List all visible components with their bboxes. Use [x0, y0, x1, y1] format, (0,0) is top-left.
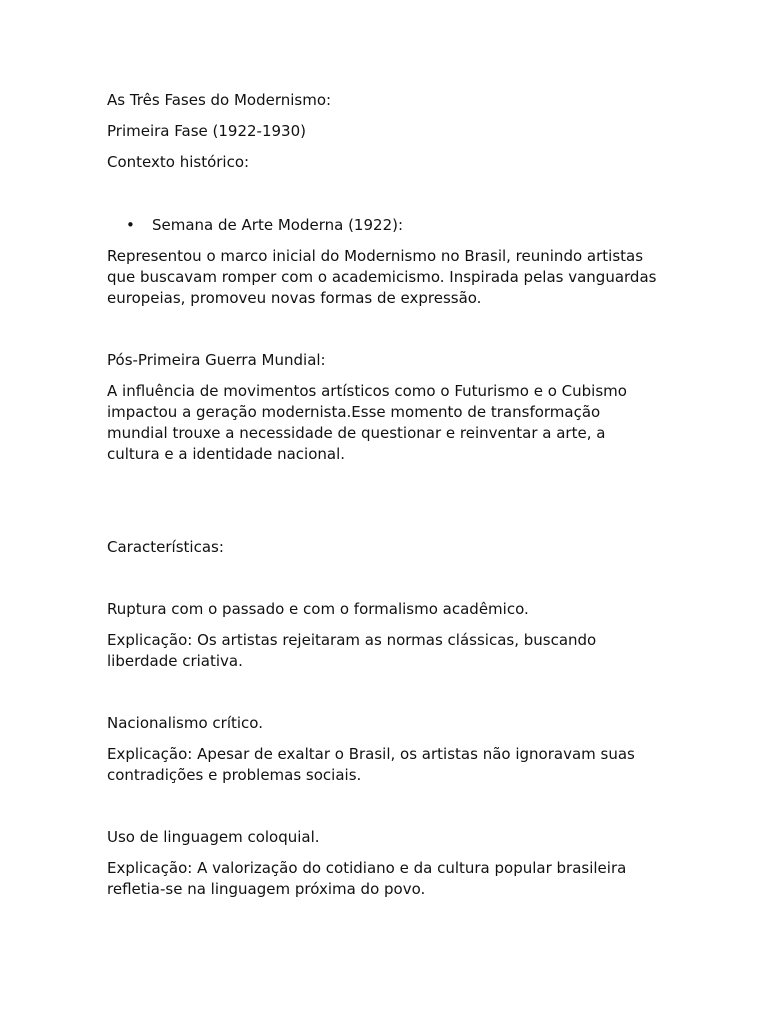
- paragraph-line: que buscavam romper com o academicismo. Inspirada pelas vanguardas: [107, 268, 657, 286]
- paragraph-line: liberdade criativa.: [107, 652, 243, 670]
- bullet-list-item: [126, 215, 403, 236]
- bullet-icon: •: [126, 216, 135, 234]
- paragraph-line: contradições e problemas sociais.: [107, 766, 362, 784]
- characteristic-explanation: [107, 630, 677, 672]
- characteristic-explanation: [107, 744, 677, 786]
- guerra-paragraph: [107, 381, 677, 465]
- paragraph-line: Explicação: A valorização do cotidiano e da cultura popular brasileira: [107, 859, 627, 877]
- bullet-item-text: Semana de Arte Moderna (1922):: [152, 216, 404, 234]
- semana-paragraph: [107, 246, 677, 309]
- context-heading: Contexto histórico:: [107, 153, 250, 171]
- paragraph-line: impactou a geração modernista.Esse momento de transformação: [107, 403, 601, 421]
- paragraph-line: refletia-se na linguagem próxima do povo.: [107, 880, 426, 898]
- characteristic-heading: Uso de linguagem coloquial.: [107, 828, 320, 846]
- characteristic-heading: Ruptura com o passado e com o formalismo acadêmico.: [107, 600, 529, 618]
- characteristic-explanation: [107, 858, 677, 900]
- paragraph-line: cultura e a identidade nacional.: [107, 445, 346, 463]
- paragraph-line: A influência de movimentos artísticos como o Futurismo e o Cubismo: [107, 382, 627, 400]
- document-title: As Três Fases do Modernismo:: [107, 91, 332, 109]
- characteristics-heading: Características:: [107, 538, 224, 556]
- paragraph-line: Explicação: Os artistas rejeitaram as normas clássicas, buscando: [107, 631, 597, 649]
- phase-heading: Primeira Fase (1922-1930): [107, 122, 306, 140]
- paragraph-line: europeias, promoveu novas formas de expressão.: [107, 289, 482, 307]
- characteristic-heading: Nacionalismo crítico.: [107, 714, 263, 732]
- paragraph-line: Explicação: Apesar de exaltar o Brasil, os artistas não ignoravam suas: [107, 745, 635, 763]
- paragraph-line: mundial trouxe a necessidade de questionar e reinventar a arte, a: [107, 424, 606, 442]
- paragraph-line: Representou o marco inicial do Modernismo no Brasil, reunindo artistas: [107, 247, 644, 265]
- guerra-heading: Pós-Primeira Guerra Mundial:: [107, 351, 326, 369]
